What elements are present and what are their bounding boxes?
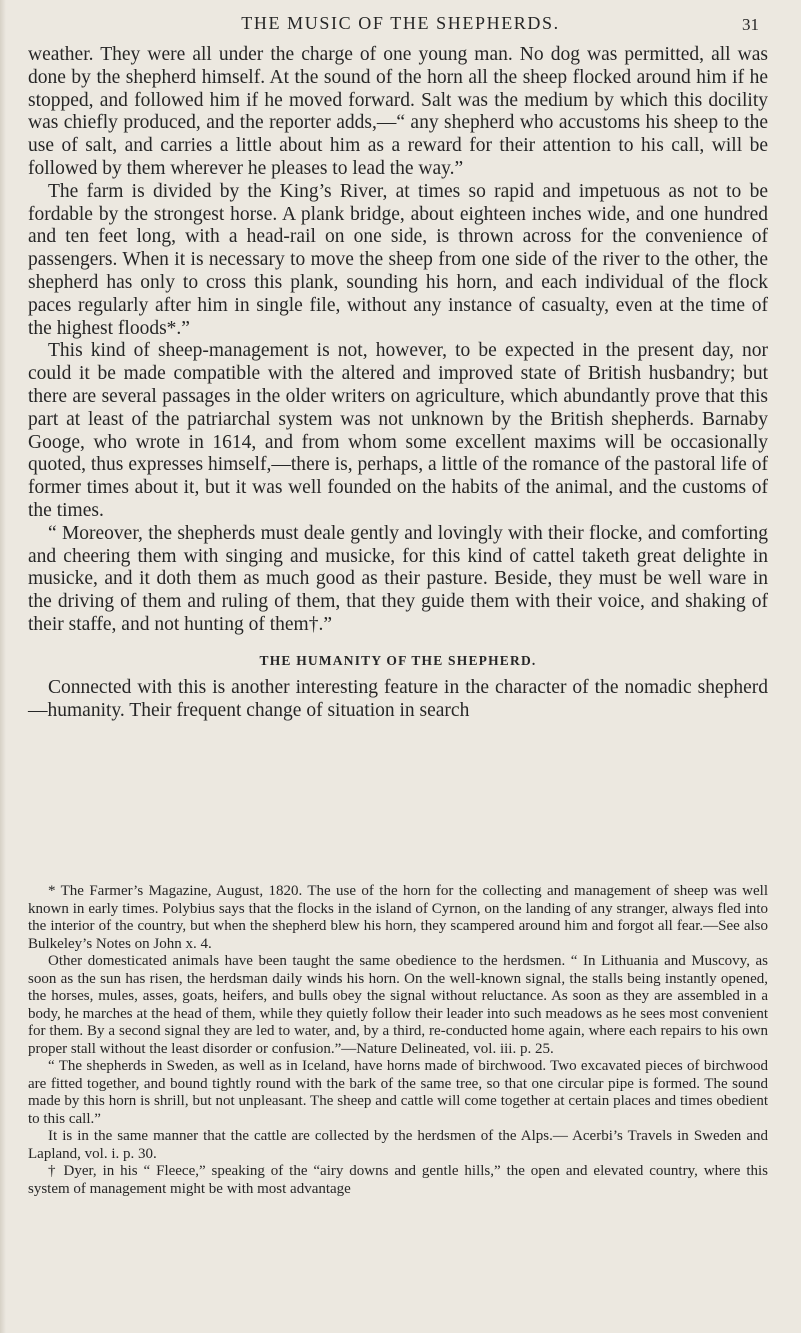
page-edge-shadow: [0, 0, 6, 1333]
footnote: “ The shepherds in Sweden, as well as in Iceland, have horns made of birchwood. Two excavated pieces of birchwood are fitted together, and bound tightly round with the bark of the same tree, so that one circular pipe is formed. The sound made by this horn is shrill, but not unpleasant. The sheep and cattle will come together at certain places and times obedient to this call.”: [28, 1058, 768, 1127]
running-head: THE MUSIC OF THE SHEPHERDS.: [241, 13, 560, 33]
footnotes: [28, 883, 768, 1198]
footnote: It is in the same manner that the cattle are collected by the herdsmen of the Alps.— Acerbi’s Travels in Sweden and Lapland, vol. i. p. 30.: [28, 1128, 768, 1162]
page-header: [0, 8, 801, 38]
paragraph: weather. They were all under the charge of one young man. No dog was permitted, all was done by the shepherd himself. At the sound of the horn all the sheep flocked around him if he stopped, and followed him if he moved forward. Salt was the medium by which this docility was chiefly produced, and the reporter adds,—“ any shepherd who accustoms his sheep to the use of salt, and carries a little about him as a reward for their attention to his call, will be followed by them wherever he pleases to lead the way.”: [28, 44, 768, 179]
footnote: * The Farmer’s Magazine, August, 1820. The use of the horn for the collecting and management of sheep was well known in early times. Polybius says that the flocks in the island of Cyrnon, on the landing of any stranger, always fled into the interior of the country, but when the shepherd blew his horn, they scampered around him and forgot all fear.—See also Bulkeley’s Notes on John x. 4.: [28, 883, 768, 952]
main-text: [28, 44, 768, 722]
footnote: † Dyer, in his “ Fleece,” speaking of the “airy downs and gentle hills,” the open and elevated country, where this system of management might be with most advantage: [28, 1163, 768, 1197]
quotation-paragraph: “ Moreover, the shepherds must deale gently and lovingly with their flocke, and comforting and cheering them with singing and musicke, for this kind of cattel taketh great delighte in musicke, and it doth them as much good as their pasture. Beside, they must be well ware in the driving of them and ruling of them, that they guide them with their voice, and shaking of their staffe, and not hunting of them†.”: [28, 522, 768, 635]
paragraph: Connected with this is another interesting feature in the character of the nomadic shepherd—humanity. Their frequent change of situation in search: [28, 676, 768, 721]
paragraph: This kind of sheep-management is not, however, to be expected in the present day, nor could it be made compatible with the altered and improved state of British husbandry; but there are several passages in the older writers on agriculture, which abundantly prove that this part at least of the patriarchal system was not unknown by the British shepherds. Barnaby Googe, who wrote in 1614, and from whom some excellent maxims will be occasionally quoted, thus expresses himself,—there is, perhaps, a little of the romance of the pastoral life of former times about it, but it was well founded on the habits of the animal, and the customs of the times.: [28, 340, 768, 521]
section-heading: THE HUMANITY OF THE SHEPHERD.: [259, 652, 537, 668]
paragraph: The farm is divided by the King’s River, at times so rapid and impetuous as not to be fordable by the strongest horse. A plank bridge, about eighteen inches wide, and one hundred and ten feet long, with a head-rail on one side, is thrown across for the convenience of passengers. When it is necessary to move the sheep from one side of the river to the other, the shepherd has only to cross this plank, sounding his horn, and each individual of the flock paces regularly after him in single file, without any instance of casualty, even at the time of the highest floods*.”: [28, 180, 768, 339]
page-number: 31: [742, 15, 759, 34]
footnote: Other domesticated animals have been taught the same obedience to the herdsmen. “ In Lithuania and Muscovy, as soon as the sun has risen, the herdsman daily winds his horn. On the well-known signal, the stalls being instantly opened, the horses, mules, asses, goats, heifers, and bulls obey the signal without reluctance. As soon as they are assembled in a body, he marches at the head of them, while they quietly follow their leader into such meadows as he sees most convenient for them. By a second signal they are led to water, and, by a third, re-conducted home again, where each repairs to his own proper stall without the least disorder or confusion.”—Nature Delineated, vol. iii. p. 25.: [28, 953, 768, 1057]
